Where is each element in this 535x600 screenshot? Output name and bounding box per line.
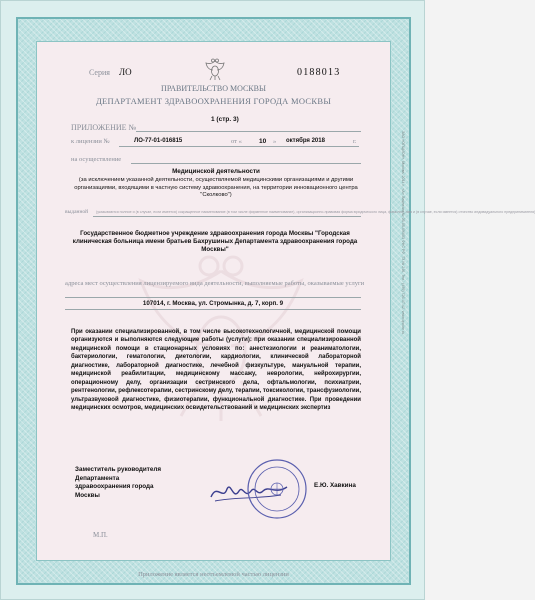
footer-note: Приложение является неотъемлемой частью лицензии: [138, 571, 289, 578]
department-title: ДЕПАРТАМЕНТ ЗДРАВООХРАНЕНИЯ ГОРОДА МОСКВЫ: [95, 96, 332, 106]
appendix-label: ПРИЛОЖЕНИЕ №: [71, 123, 137, 132]
government-title: ПРАВИТЕЛЬСТВО МОСКВЫ: [161, 84, 266, 93]
services-text: При оказании специализированной, в том числе высокотехнологичной, медицинской помощи организуются и выполняются следующие работы (услуги): при оказании специализированной медицинской помощи в стационарных условиях по: анестезиологии и реаниматологии, бактериологии, гематологии, диетологии, кардиологии, клинической лабораторной диагностике, лабораторной диагностике, лечебной физкультуре, мануальной терапии, медицинской реабилитации, медицинскому массажу, неврологии, нейрохирургии, операционному делу, организации сестринского дела, офтальмологии, психиатрии, рентгенологии, рефлексотерапии, сестринскому делу, терапии, токсикологии, трансфузиологии, ультразвуковой диагностике, физиотерапии, функциональной диагностике. При проведении медицинских осмотров, медицинских освидетельствований и медицинских экспертиз: [71, 329, 361, 412]
form-number: 0188013: [297, 67, 341, 78]
license-quote-close: »: [273, 138, 277, 145]
signatory-position-line-4: Москвы: [75, 491, 100, 499]
license-prefix: к лицензии №: [71, 138, 110, 145]
organization-name: Государственное бюджетное учреждение здравоохранения города Москвы "Городская клиническая больница имени братьев Бахрушиных Департамента здравоохранения города Москвы": [72, 230, 358, 253]
printer-credit: ЗАО «ОПЦИОН», Москва, 2014 г., «А» Лицензия № 05-05-09/003 ФНС РФ, ТЗ № 246. Тел.: (495) 726-47-42, www.opcion.ru: [401, 131, 405, 335]
license-from-label: от «: [231, 138, 242, 145]
issued-label: выданной: [65, 209, 89, 215]
activity-title: Медицинской деятельности: [172, 168, 260, 175]
official-seal-icon: [246, 458, 308, 520]
signatory-name: Е.Ю. Хавкина: [314, 482, 356, 489]
license-month-year: октября 2018: [286, 138, 325, 144]
signatory-position: [75, 466, 161, 500]
signatory-position-line-2: Департамента: [75, 474, 120, 482]
coat-of-arms-icon: [204, 57, 226, 81]
signatory-position-line-3: здравоохранения города: [75, 483, 154, 491]
series-value: ЛО: [119, 67, 132, 77]
license-year-suffix: г.: [353, 138, 357, 145]
address-label: адреса мест осуществления лицензируемого вида деятельности, выполняемые работы, оказываемые услуги: [65, 280, 365, 287]
license-number: ЛО-77-01-016815: [134, 138, 183, 144]
activity-label: на осуществление: [71, 156, 122, 163]
issued-hint: (указываются полное и (в случае, если имеется) сокращенное наименование (в том числе фирменное наименование), организационно-правовая форма юридического лица, фамилия, имя и (в случае, если имеется) отчество индивидуального предпринимателя): [96, 210, 535, 214]
activity-description: (за исключением указанной деятельности, осуществляемой медицинскими организациями и другими организациями, входящими в частную систему здравоохранения, на территории инновационного центра "Сколково"): [74, 177, 358, 199]
address-value: 107014, г. Москва, ул. Стромынка, д. 7, корп. 9: [142, 300, 284, 307]
license-day: 10: [259, 138, 267, 145]
appendix-value: 1 (стр. 3): [211, 116, 239, 123]
seal-label: М.П.: [93, 531, 108, 539]
series-label: Серия: [89, 68, 110, 77]
signatory-position-line-1: Заместитель руководителя: [75, 466, 162, 473]
